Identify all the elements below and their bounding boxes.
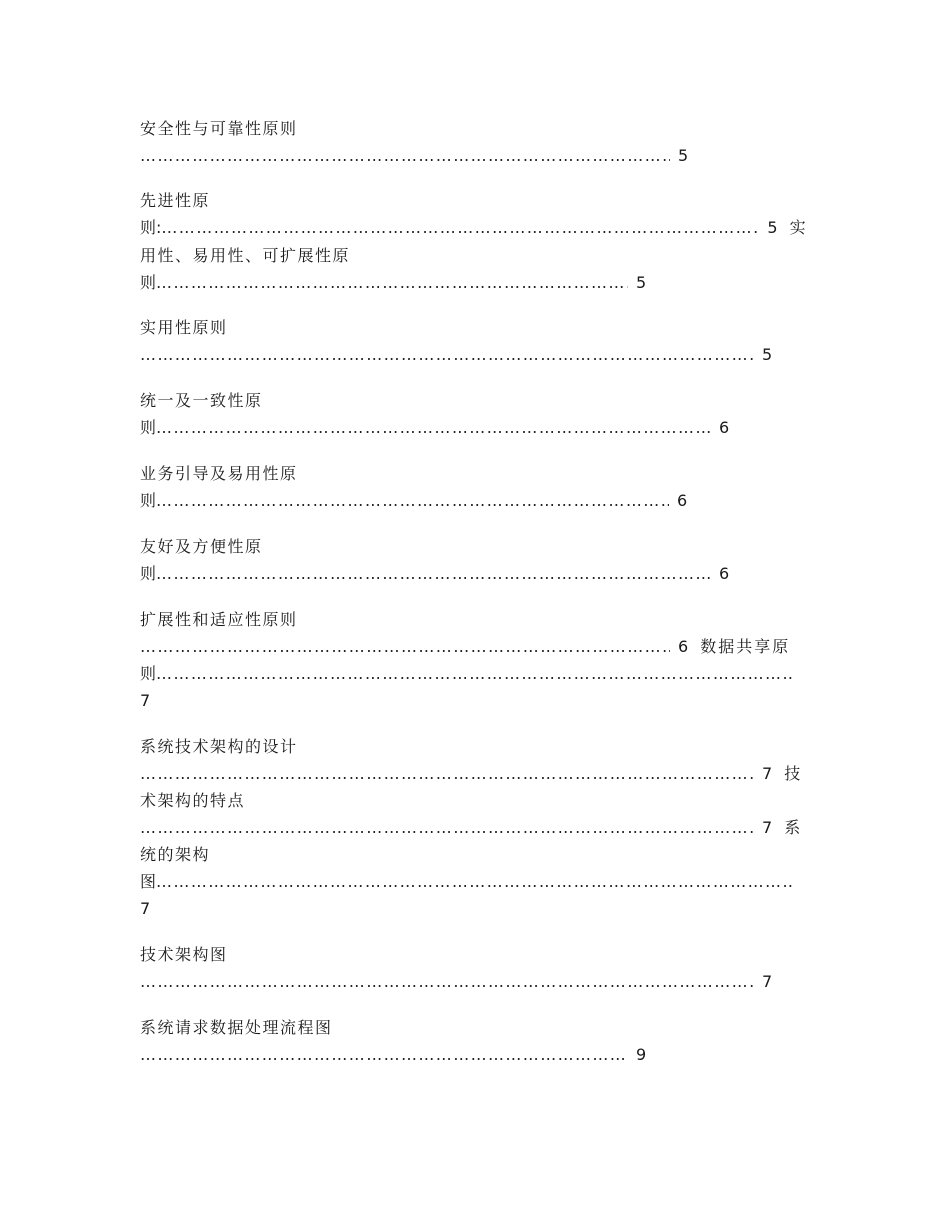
toc-entry-leader-line[interactable] [140, 344, 772, 366]
toc-entry-title[interactable]: 扩展性和适应性原则 [140, 610, 298, 629]
toc-page-number: 5 [678, 146, 689, 165]
toc-page-number: 6 [719, 418, 730, 437]
toc-page-number: 6 [678, 637, 689, 656]
dot-leader [156, 563, 711, 585]
toc-page-number: 7 [762, 764, 773, 783]
toc-entry-title-fragment: 数据共享原 [700, 637, 791, 656]
dot-leader [156, 417, 711, 439]
toc-entry-leader-line[interactable] [140, 636, 790, 658]
dot-leader [140, 763, 754, 785]
dot-leader [140, 636, 670, 658]
toc-entry-title-fragment: 则 [140, 564, 157, 583]
toc-entry-title-fragment: 实 [789, 218, 808, 237]
dot-leader [161, 217, 759, 239]
dot-leader [156, 871, 794, 893]
toc-page-number: 7 [762, 818, 773, 837]
toc-entry-title[interactable]: 业务引导及易用性原 [140, 464, 298, 483]
toc-entry-leader-line[interactable] [140, 871, 794, 893]
dot-leader [140, 817, 754, 839]
toc-page-number: 7 [140, 899, 151, 918]
toc-entry-title[interactable]: 友好及方便性原 [140, 537, 263, 556]
dot-leader [140, 145, 670, 167]
toc-entry-title-fragment: 则: [140, 218, 162, 237]
toc-entry-title-fragment: 技 [784, 764, 803, 783]
toc-page-number: 9 [636, 1045, 647, 1064]
toc-entry-title-fragment: 图 [140, 872, 157, 891]
toc-entry-title[interactable]: 系统请求数据处理流程图 [140, 1018, 333, 1037]
toc-entry-title[interactable]: 安全性与可靠性原则 [140, 119, 298, 138]
toc-entry-leader-line[interactable] [140, 490, 687, 512]
toc-entry-title-fragment: 则 [140, 273, 157, 292]
dot-leader [140, 1044, 628, 1066]
toc-page-number: 7 [140, 691, 151, 710]
toc-entry-leader-line[interactable] [140, 145, 688, 167]
toc-entry-leader-line[interactable] [140, 563, 729, 585]
toc-entry-title[interactable]: 统的架构 [140, 845, 211, 864]
toc-entry-title[interactable]: 系统技术架构的设计 [140, 737, 298, 756]
toc-entry-leader-line[interactable] [140, 763, 802, 785]
toc-entry-title[interactable]: 术架构的特点 [140, 791, 246, 810]
toc-entry-title-fragment: 则 [140, 664, 157, 683]
toc-page-number: 5 [636, 273, 647, 292]
toc-page-number: 6 [719, 564, 730, 583]
toc-entry-leader-line[interactable] [140, 663, 794, 685]
toc-page-number: 5 [767, 218, 778, 237]
toc-entry-title-fragment: 系 [784, 818, 803, 837]
toc-entry-leader-line[interactable] [140, 217, 808, 239]
toc-entry-title[interactable]: 用性、易用性、可扩展性原 [140, 246, 351, 265]
dot-leader [140, 971, 754, 993]
toc-entry-leader-line[interactable] [140, 417, 729, 439]
toc-entry-title[interactable]: 先进性原 [140, 191, 211, 210]
toc-entry-leader-line[interactable] [140, 971, 772, 993]
toc-entry-title[interactable]: 统一及一致性原 [140, 391, 263, 410]
dot-leader [156, 490, 669, 512]
toc-entry-title[interactable]: 实用性原则 [140, 318, 228, 337]
toc-entry-title-fragment: 则 [140, 491, 157, 510]
toc-entry-title[interactable]: 技术架构图 [140, 945, 228, 964]
dot-leader [156, 663, 794, 685]
toc-page-number: 6 [677, 491, 688, 510]
toc-entry-leader-line[interactable] [140, 817, 802, 839]
toc-entry-leader-line[interactable] [140, 1044, 646, 1066]
dot-leader [140, 344, 754, 366]
toc-entry-leader-line[interactable] [140, 272, 646, 294]
toc-page-number: 7 [762, 972, 773, 991]
toc-page-number: 5 [762, 345, 773, 364]
toc-entry-title-fragment: 则 [140, 418, 157, 437]
dot-leader [156, 272, 628, 294]
